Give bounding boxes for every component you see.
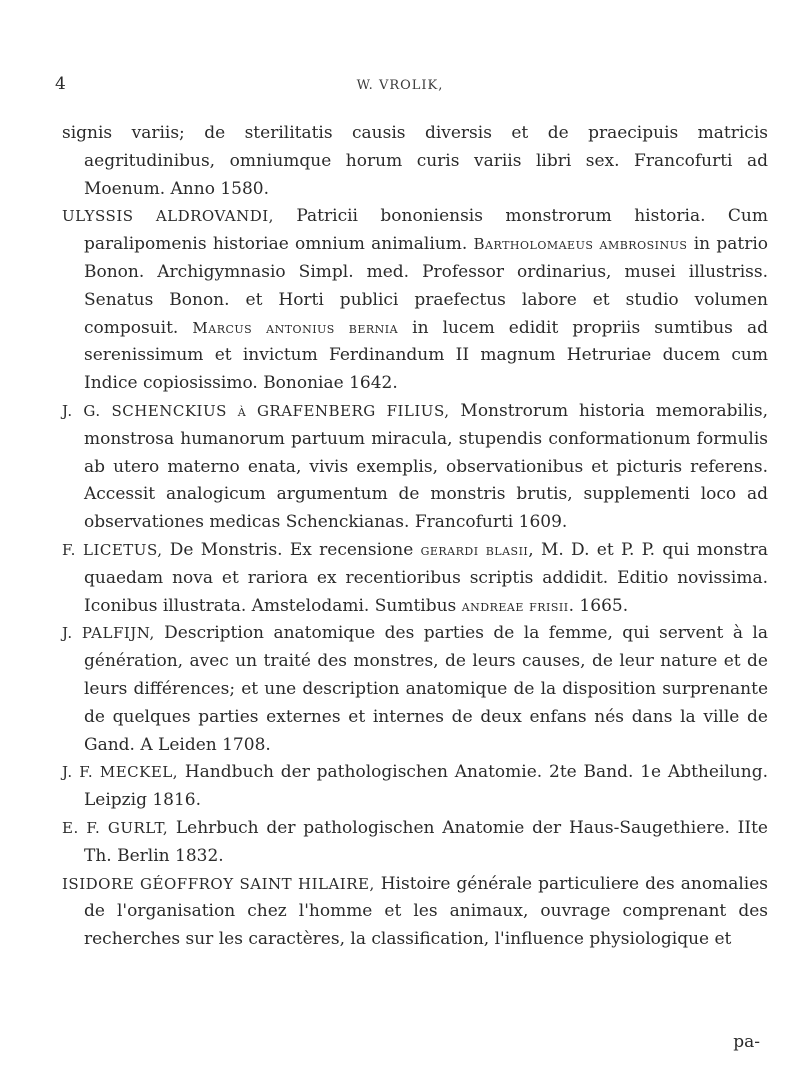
bibliography-entry-gurlt <box>62 815 768 871</box>
page-number: 4 <box>55 74 66 94</box>
bibliography-list <box>62 120 768 954</box>
bibliography-entry-licetus <box>62 537 768 620</box>
entry-author: E. F. GURLT, <box>62 818 169 837</box>
entry-text: in lucem edidit propriis sumtibus ad serenissimum et invictum Ferdinandum II magnum Hetruriae ducem cum Indice copiosissimo. Bononiae 1642. <box>84 317 768 394</box>
entry-text: Patricii bononiensis monstrorum historia. Cum paralipomenis historiae omnium animalium. <box>84 206 768 255</box>
entry-author: ULYSSIS ALDROVANDI, <box>62 207 274 226</box>
entry-name: Bartholomaeus ambrosinus <box>473 235 688 254</box>
entry-text: Lehrbuch der pathologischen Anatomie der Haus-Saugethiere. IIte Th. Berlin 1832. <box>84 817 768 866</box>
entry-author: ISIDORE GÉOFFROY SAINT HILAIRE, <box>62 874 375 893</box>
bibliography-entry-aldrovandi <box>62 203 768 398</box>
bibliography-entry-continued <box>62 120 768 203</box>
bibliography-entry-palfijn <box>62 620 768 759</box>
entry-name: Marcus antonius bernia <box>192 318 399 337</box>
entry-text: De Monstris. Ex recensione <box>162 539 421 560</box>
entry-name: andreae frisii <box>461 596 569 615</box>
entry-author: J. PALFIJN, <box>62 624 155 643</box>
entry-text: Description anatomique des parties de la femme, qui servent à la génération, avec un traité des monstres, de leurs causes, de leur nature et de leurs différences; et une description anatomique de la disposition surprenante de quelques parties externes et internes de deux enfans nés dans la ville de Gand. A Leiden 1708. <box>84 623 768 755</box>
entry-text: , M. D. et P. P. qui monstra quaedam nova et rariora ex recentioribus scriptis addidit. Editio novissima. Iconibus illustrata. Amstelodami. Sumtibus <box>84 539 768 616</box>
entry-author: F. LICETUS, <box>62 540 163 559</box>
entry-author: J. F. MECKEL, <box>62 763 179 782</box>
bibliography-entry-schenckius <box>62 398 768 537</box>
catchword: pa- <box>733 1032 760 1052</box>
entry-text: Histoire générale particuliere des anomalies de l'organisation chez l'homme et les animaux, ouvrage comprenant des recherches sur les caractères, la classification, l'influence physiologique et <box>84 873 768 950</box>
entry-text: Handbuch der pathologischen Anatomie. 2te Band. 1e Abtheilung. Leipzig 1816. <box>84 762 768 811</box>
entry-name: gerardi blasii <box>420 540 529 559</box>
entry-text: in patrio Bonon. Archigymnasio Simpl. med. Professor ordinarius, musei illustriss. Senatus Bonon. et Horti publici praefectus labore et studio volumen composuit. <box>84 234 768 338</box>
entry-text: . 1665. <box>568 595 629 616</box>
bibliography-entry-meckel <box>62 759 768 815</box>
bibliography-entry-geoffroy <box>62 871 768 954</box>
entry-text: signis variis; de sterilitatis causis diversis et de praecipuis matricis aegritudinibus, omniumque horum curis variis libri sex. Francofurti ad Moenum. Anno 1580. <box>62 123 768 199</box>
entry-author: J. G. SCHENCKIUS à GRAFENBERG FILIUS, <box>62 401 450 420</box>
entry-text: Monstrorum historia memorabilis, monstrosa humanorum partuum miracula, stupendis conformationum formulis ab utero materno enata, vivis exemplis, observationibus et picturis referens. Accessit analogicum argumentum de monstris brutis, supplementi loco ad observationes medicas Schenckianas. Francofurti 1609. <box>84 400 768 533</box>
running-head: W. VROLIK, <box>356 78 444 93</box>
